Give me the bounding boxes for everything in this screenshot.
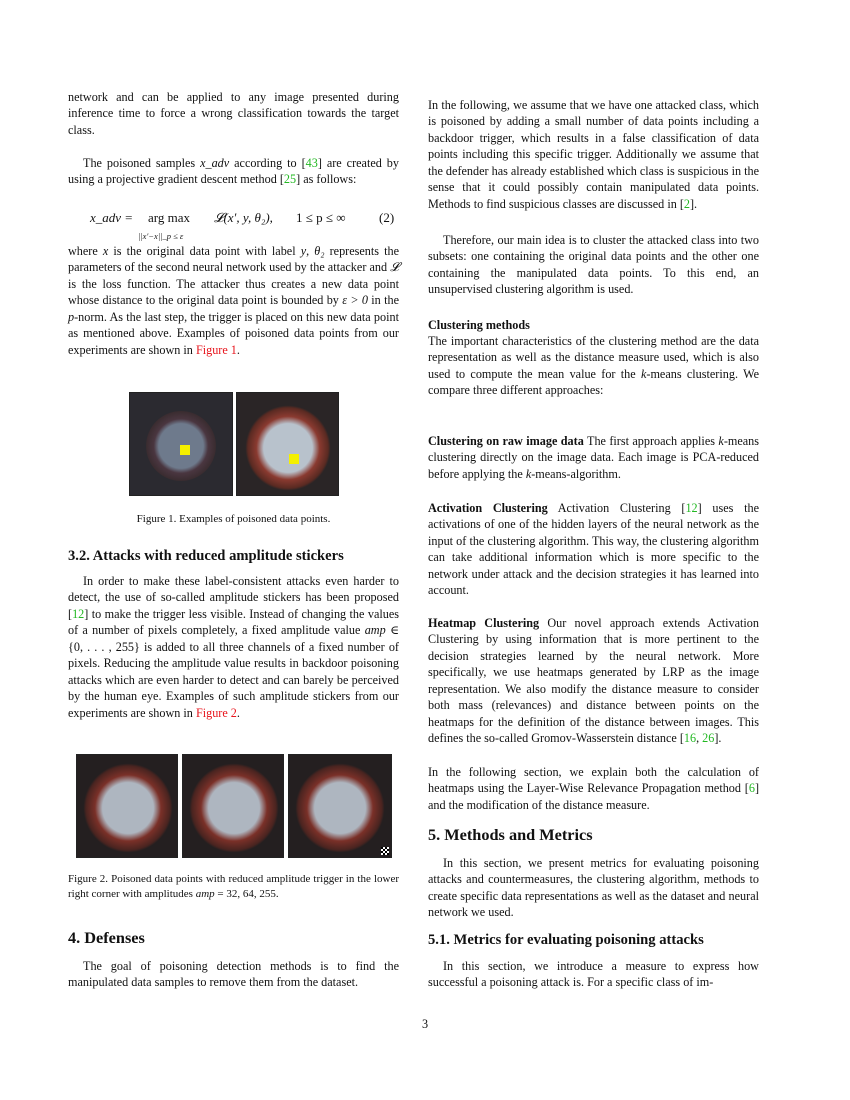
math: amp <box>364 623 386 638</box>
citation-link[interactable]: 12 <box>72 606 85 621</box>
paragraph <box>428 615 759 747</box>
text: The first approach applies <box>583 434 719 448</box>
paragraph <box>428 500 759 599</box>
math: θ₂ <box>314 244 325 258</box>
equation-condition: 1 ≤ p ≤ ∞ <box>296 210 346 225</box>
text: represents the parameters of the second neural network used by the attacker and <box>68 244 400 275</box>
figure-1-image-a <box>129 392 233 496</box>
paragraph <box>428 333 759 399</box>
text: ] to make the trigger less visible. Instead of changing the values of a number of pixels completely, a fixed amplitude value <box>68 606 399 638</box>
text: In the following section, we explain both the calculation of heatmaps using the Layer-Wise Relevance Propagation method [ <box>428 765 759 796</box>
math: x <box>102 244 109 258</box>
text: network and can be applied to any image presented during inference time to force a wrong classification towards the target class. <box>68 90 399 137</box>
equation-number: (2) <box>379 210 395 225</box>
text: In the following, we assume that we have one attacked class, which is poisoned by adding a small number of data points including a backdoor trigger, which results in a false classification of data points including this specific trigger. Additionally we assume that the defender has already established which class is suspicious in the sense that it could possibly contain manipulated data points. Methods to find suspicious classes are discussed in [ <box>428 98 760 211</box>
text: ]. <box>714 731 722 746</box>
figure-2-image-64 <box>182 754 284 858</box>
text: -means-algorithm. <box>531 466 621 481</box>
text: in the <box>367 293 399 308</box>
text: according to [ <box>229 156 306 170</box>
trigger-sticker <box>180 445 190 455</box>
text: -norm. As the last step, the trigger is placed on this new data point as mentioned above. Examples of poisoned data points from our experiments are shown in <box>68 309 399 357</box>
math: k <box>525 466 532 481</box>
equation-rhs: 𝓛(x′, y, θ₂), <box>214 210 273 225</box>
citation-link[interactable]: 6 <box>748 781 755 796</box>
math: 𝓛 <box>390 260 399 275</box>
math: x_adv <box>200 156 230 170</box>
paragraph <box>428 855 759 921</box>
section-heading-3-2: 3.2. Attacks with reduced amplitude stickers <box>68 548 344 564</box>
paragraph-title: Activation Clustering <box>428 501 548 515</box>
text: ] uses the activations of one of the hidden layers of the neural network as the input of the clustering algorithm. This way, the clustering algorithm can take additional information which is more specific to the network under attack and the decision strategies it has learned into account. <box>428 501 759 598</box>
figure-2-image-32 <box>76 754 178 858</box>
paragraph <box>428 97 759 212</box>
paragraph <box>68 573 399 721</box>
text: In this section, we present metrics for evaluating poisoning attacks and countermeasures, the clustering algorithm, methods to create specific data representations as well as the dataset and neural network we used. <box>428 856 759 920</box>
section-heading-4: 4. Defenses <box>68 928 145 947</box>
math: p <box>68 309 75 324</box>
figure-1-image-b <box>236 392 339 496</box>
paragraph <box>428 232 759 298</box>
paragraph-title: Clustering on raw image data <box>428 434 584 448</box>
citation-link[interactable]: 25 <box>283 172 297 187</box>
text: The important characteristics of the clustering method are the data representation as well as the distance measure used, which is also used to compute the mean value for the <box>428 334 759 381</box>
figure-2-caption <box>68 872 399 902</box>
citation-link[interactable]: 26 <box>702 731 715 746</box>
figure-1-caption: Figure 1. Examples of poisoned data points. <box>136 513 331 525</box>
citation-link[interactable]: 12 <box>685 501 698 515</box>
text: , <box>696 731 703 746</box>
paragraph <box>68 958 399 991</box>
citation-link[interactable]: 43 <box>305 156 318 170</box>
section-heading-5: 5. Methods and Metrics <box>428 825 593 844</box>
math: k <box>718 434 724 448</box>
equation-argmax: arg max <box>148 210 190 225</box>
figure-2-image-255 <box>288 754 392 858</box>
text: is the loss function. The attacker thus creates a new data point whose distance to the original data point is bounded by <box>68 276 399 308</box>
text: Our novel approach extends Activation Clustering by using information that is more pertinent to the decision strategies learned by the neural network. More specifically, we use heatmaps generated by LRP as the image representation. We also modify the distance measure to consider both mass (relevances) and distance between points on the heatmaps for the definition of the distance between images. This defines the so-called Gromov-Wasserstein distance [ <box>428 616 759 746</box>
figure-link[interactable]: Figure 1 <box>195 342 237 357</box>
text: . <box>236 705 240 720</box>
text: Activation Clustering [ <box>547 501 686 515</box>
text: ] and the modification of the distance measure. <box>428 781 759 812</box>
equation-2 <box>68 208 399 244</box>
text: , <box>306 244 315 258</box>
paragraph <box>428 433 759 482</box>
text: is the original data point with label <box>108 244 301 258</box>
paragraph <box>68 243 399 358</box>
text: The goal of poisoning detection methods is to find the manipulated data samples to remove them from the dataset. <box>68 959 399 990</box>
text: = 32, 64, 255. <box>214 888 279 900</box>
citation-link[interactable]: 16 <box>683 731 697 746</box>
text: where <box>68 244 103 258</box>
subheading-clustering-methods: Clustering methods <box>428 318 530 332</box>
text: In order to make these label-consistent attacks even harder to detect, the use of so-called amplitude stickers has been proposed [ <box>68 574 399 621</box>
paragraph <box>428 958 759 991</box>
text: In this section, we introduce a measure to express how successful a poisoning attack is. For a specific class of im- <box>428 959 759 990</box>
math: y <box>300 244 307 258</box>
page-number: 3 <box>421 1017 429 1031</box>
text: Figure 2. Poisoned data points with reduced amplitude trigger in the lower right corner with amplitudes <box>68 873 399 900</box>
section-heading-5-1: 5.1. Metrics for evaluating poisoning attacks <box>428 932 704 948</box>
text: ∈ {0, . . . , 255} is added to all three channels of a fixed number of pixels. Reducing the amplitude value results in backdoor poisoning attacks which are even harder to detect and can barely be perceived by the human eye. Examples of such amplitude stickers from our experiments are shown in <box>68 623 399 720</box>
equation-lhs: x_adv = <box>90 210 134 225</box>
figure-link[interactable]: Figure 2 <box>195 705 237 720</box>
trigger-sticker <box>289 454 299 464</box>
paragraph <box>428 764 759 813</box>
paragraph <box>68 155 399 188</box>
paragraph <box>68 89 399 138</box>
text: ] are created by using a projective gradient descent method [ <box>68 156 399 187</box>
math: k <box>640 366 647 381</box>
paragraph-title: Heatmap Clustering <box>428 616 540 630</box>
math: ε > 0 <box>342 293 368 308</box>
equation-subscript: ||x′−x||_p ≤ ε <box>138 231 184 241</box>
math: amp <box>195 888 215 900</box>
text: -means clustering. We compare three different approaches: <box>428 366 760 398</box>
text: ]. <box>690 196 698 211</box>
text: . <box>236 342 240 357</box>
text: -means clustering directly on the image data. Each image is PCA-reduced before applying the <box>428 434 760 481</box>
amplitude-sticker <box>381 847 389 855</box>
text: The poisoned samples <box>83 156 201 170</box>
text: Therefore, our main idea is to cluster the attacked class into two subsets: one containing the original data points and the other one containing the manipulated data points. To this end, an unsupervised clustering algorithm is used. <box>428 233 759 297</box>
text: ] as follows: <box>296 172 357 187</box>
citation-link[interactable]: 2 <box>683 196 690 211</box>
